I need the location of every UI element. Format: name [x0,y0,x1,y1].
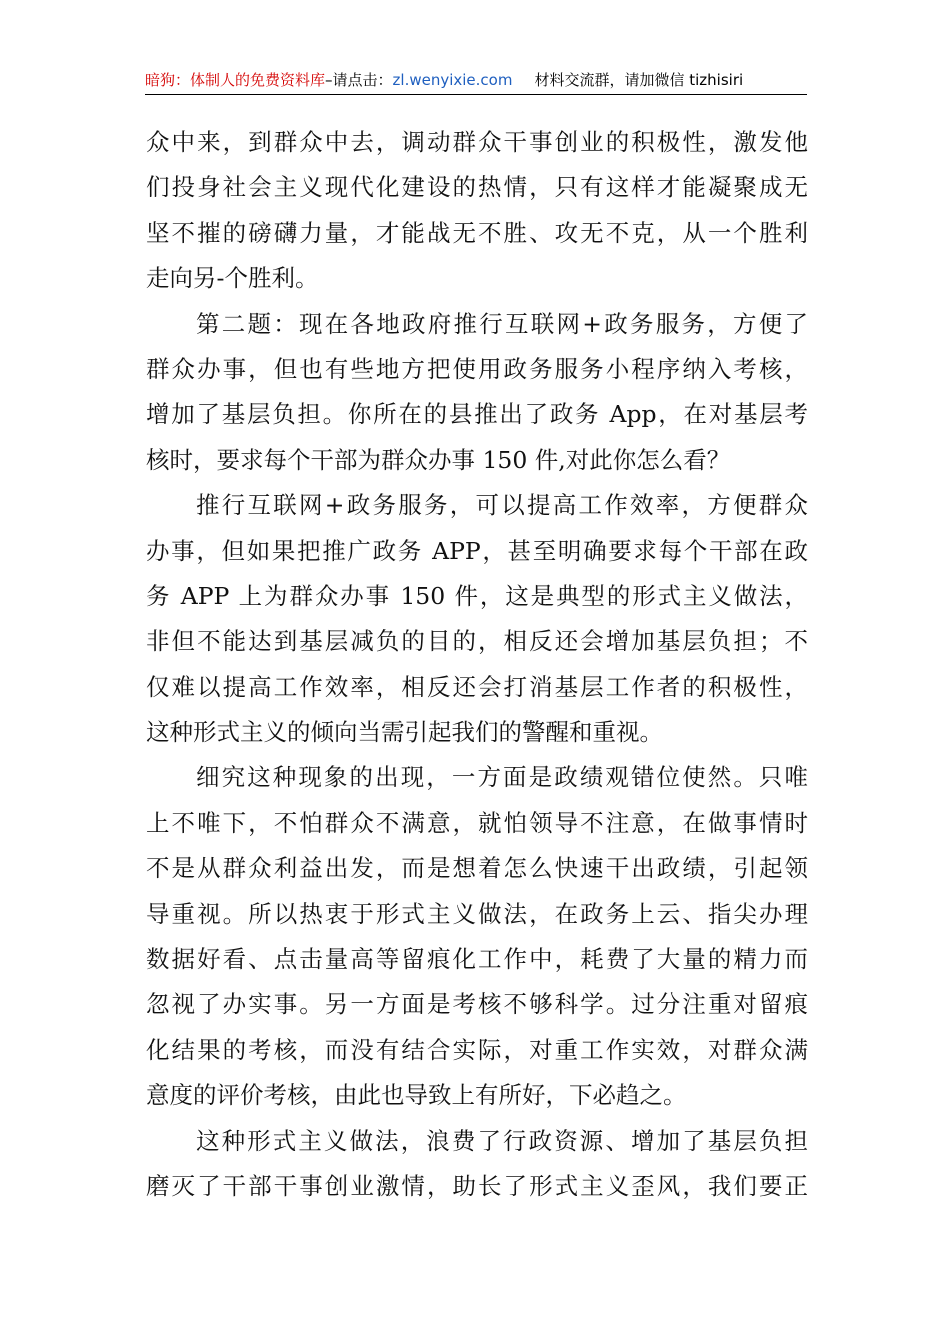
text-line: 推行互联网+政务服务，可以提高工作效率，方便群众 [196,491,808,520]
header-brand: 暗狗：体制人的免费资料库 [145,71,326,89]
text-line: 忽视了办实事。另一方面是考核不够科学。过分注重对留痕 [146,990,808,1019]
text-line: 增加了基层负担。你所在的县推出了政务 App，在对基层考 [146,400,808,429]
text-line: 务 APP 上为群众办事 150 件，这是典型的形式主义做法， [146,581,808,610]
text-line: 坚不摧的磅礴力量，才能战无不胜、攻无不克，从一个胜利 [146,218,808,247]
text-line: 不是从群众利益出发，而是想着怎么快速干出政绩，引起领 [146,854,808,883]
header-prompt: –请点击： [325,71,393,89]
text-line: 群众办事，但也有些地方把使用政务服务小程序纳入考核， [146,354,808,383]
text-line: 磨灭了干部干事创业激情，助长了形式主义歪风，我们要正 [146,1171,808,1200]
text-line: 仅难以提高工作效率，相反还会打消基层工作者的积极性， [146,672,808,701]
text-line: 走向另-个胜利。 [146,264,319,293]
text-line: 化结果的考核，而没有结合实际，对重工作实效，对群众满 [146,1035,808,1064]
text-line: 众中来，到群众中去，调动群众干事创业的积极性，激发他 [146,128,808,156]
document-body [146,120,808,1209]
text-line: 办事，但如果把推广政务 APP，甚至明确要求每个干部在政 [146,536,808,565]
text-line: 核时，要求每个干部为群众办事 150 件,对此你怎么看？ [146,445,731,474]
text-line: 第二题：现在各地政府推行互联网+政务服务，方便了 [196,309,808,338]
text-line: 这种形式主义做法，浪费了行政资源、增加了基层负担 [196,1126,808,1155]
text-line: 数据好看、点击量高等留痕化工作中，耗费了大量的精力而 [146,945,808,974]
text-line: 们投身社会主义现代化建设的热情，只有这样才能凝聚成无 [146,173,808,202]
text-line: 非但不能达到基层减负的目的，相反还会增加基层负担；不 [146,627,808,656]
text-line: 细究这种现象的出现，一方面是政绩观错位使然。只唯 [196,763,808,792]
header-contact: 材料交流群，请加微信 tizhisiri [534,71,744,89]
header-link[interactable]: zl.wenyixie.com [392,71,513,89]
text-line: 意度的评价考核，由此也导致上有所好，下必趋之。 [146,1081,687,1110]
text-line: 这种形式主义的倾向当需引起我们的警醒和重视。 [146,718,663,747]
page-header [145,66,807,95]
text-line: 上不唯下，不怕群众不满意，就怕领导不注意，在做事情时 [146,808,808,837]
text-line: 导重视。所以热衷于形式主义做法，在政务上云、指尖办理 [146,899,808,928]
